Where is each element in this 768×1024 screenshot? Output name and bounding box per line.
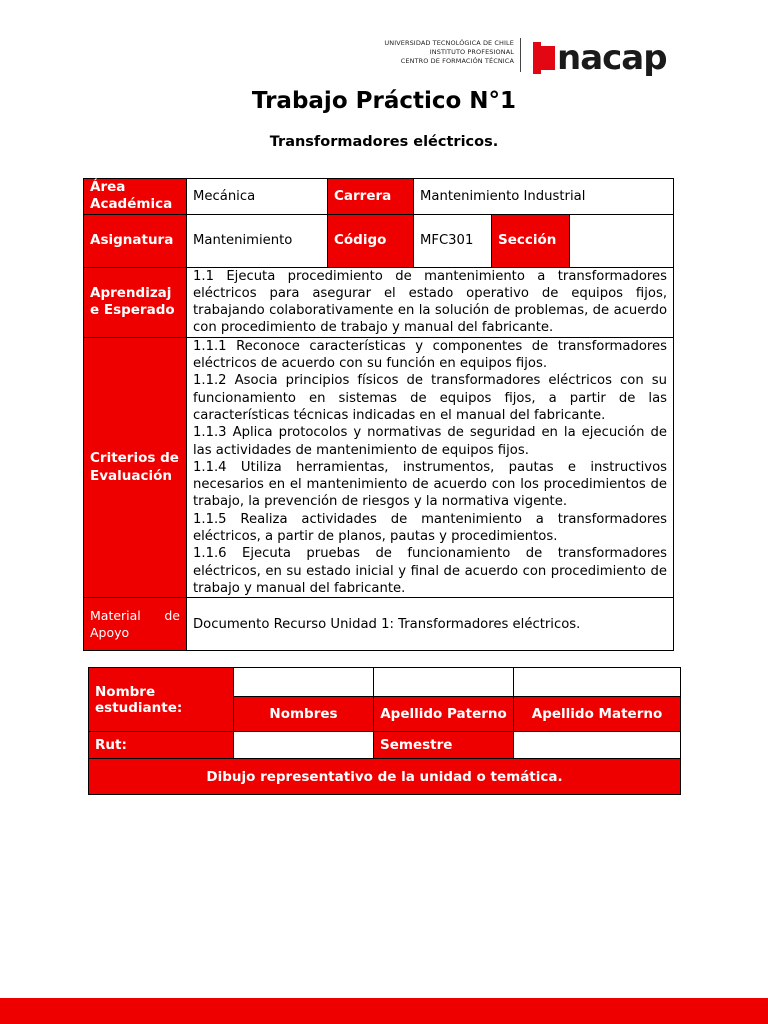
aprendizaje-label: Aprendizaj e Esperado <box>84 267 187 337</box>
institution-line: CENTRO DE FORMACIÓN TÉCNICA <box>400 57 514 65</box>
criterios-label: Criterios de Evaluación <box>84 337 187 597</box>
table-row <box>84 598 674 651</box>
dibujo-label: Dibujo representativo de la unidad o temática. <box>89 759 681 795</box>
criterio-item: 1.1.2 Asocia principios físicos de transformadores eléctricos con su funcionamiento en sistemas de equipos fijos, a partir de las características técnicas indicadas en el manual del fabricante. <box>193 373 668 423</box>
apellido-paterno-input-cell[interactable] <box>374 668 514 697</box>
rut-input-cell[interactable] <box>234 732 374 759</box>
apellido-materno-label: Apellido Materno <box>514 697 681 732</box>
criterio-item: 1.1.1 Reconoce características y componentes de transformadores eléctricos de acuerdo con su función en equipos fijos. <box>193 338 668 372</box>
inacap-logo <box>533 38 667 78</box>
criterio-item: 1.1.6 Ejecuta pruebas de funcionamiento de transformadores eléctricos, en su estado inicial y final de acuerdo con procedimiento de trabajo y manual del fabricante. <box>193 546 668 596</box>
material-label: Material de Apoyo <box>84 598 187 651</box>
criterio-item: 1.1.4 Utiliza herramientas, instrumentos, pautas e instructivos necesarios en el mantenimiento de acuerdo con los procedimientos de trabajo, la prevención de riesgos y la normativa vigente. <box>193 459 668 510</box>
area-label: Área Académica <box>84 179 187 215</box>
carrera-label: Carrera <box>328 179 414 215</box>
table-row <box>84 214 674 267</box>
table-row <box>84 337 674 597</box>
codigo-label: Código <box>328 214 414 267</box>
table-row <box>89 668 681 697</box>
logo-mark-icon <box>533 42 555 74</box>
page-subtitle: Transformadores eléctricos. <box>269 134 499 150</box>
criterio-item: 1.1.5 Realiza actividades de mantenimiento a transformadores eléctricos, a partir de planos, pautas y procedimientos. <box>193 511 668 545</box>
nombres-input-cell[interactable] <box>234 668 374 697</box>
student-info-table <box>88 667 681 795</box>
seccion-label: Sección <box>492 214 570 267</box>
institution-line: INSTITUTO PROFESIONAL <box>429 48 514 56</box>
asignatura-value: Mantenimiento <box>187 214 328 267</box>
table-row <box>89 732 681 759</box>
semestre-label: Semestre <box>374 732 514 759</box>
criterios-list <box>187 337 674 597</box>
footer-bar <box>0 998 768 1024</box>
carrera-value: Mantenimiento Industrial <box>414 179 674 215</box>
nombres-label: Nombres <box>234 697 374 732</box>
seccion-value <box>570 214 674 267</box>
nombre-estudiante-label: Nombre estudiante: <box>89 668 234 732</box>
institution-text <box>384 39 514 66</box>
page-title: Trabajo Práctico N°1 <box>251 88 517 114</box>
apellido-materno-input-cell[interactable] <box>514 668 681 697</box>
criterio-item: 1.1.3 Aplica protocolos y normativas de seguridad en la ejecución de las actividades de mantenimiento de equipos fijos. <box>193 425 668 458</box>
header-divider <box>520 38 521 72</box>
asignatura-label: Asignatura <box>84 214 187 267</box>
aprendizaje-value: 1.1 Ejecuta procedimiento de mantenimiento a transformadores eléctricos para asegurar el estado operativo de equipos fijos, trabajando colaborativamente en la solución de problemas, de acuerdo con procedimiento de trabajo y manual del fabricante. <box>187 267 674 337</box>
table-row <box>84 179 674 215</box>
table-row <box>89 759 681 795</box>
table-row <box>84 267 674 337</box>
course-info-table <box>83 178 674 651</box>
semestre-input-cell[interactable] <box>514 732 681 759</box>
institution-line: UNIVERSIDAD TECNOLÓGICA DE CHILE <box>384 39 514 47</box>
codigo-value: MFC301 <box>414 214 492 267</box>
apellido-paterno-label: Apellido Paterno <box>374 697 514 732</box>
area-value: Mecánica <box>187 179 328 215</box>
logo-text: nacap <box>557 38 667 78</box>
material-value: Documento Recurso Unidad 1: Transformadores eléctricos. <box>187 598 674 651</box>
rut-label: Rut: <box>89 732 234 759</box>
